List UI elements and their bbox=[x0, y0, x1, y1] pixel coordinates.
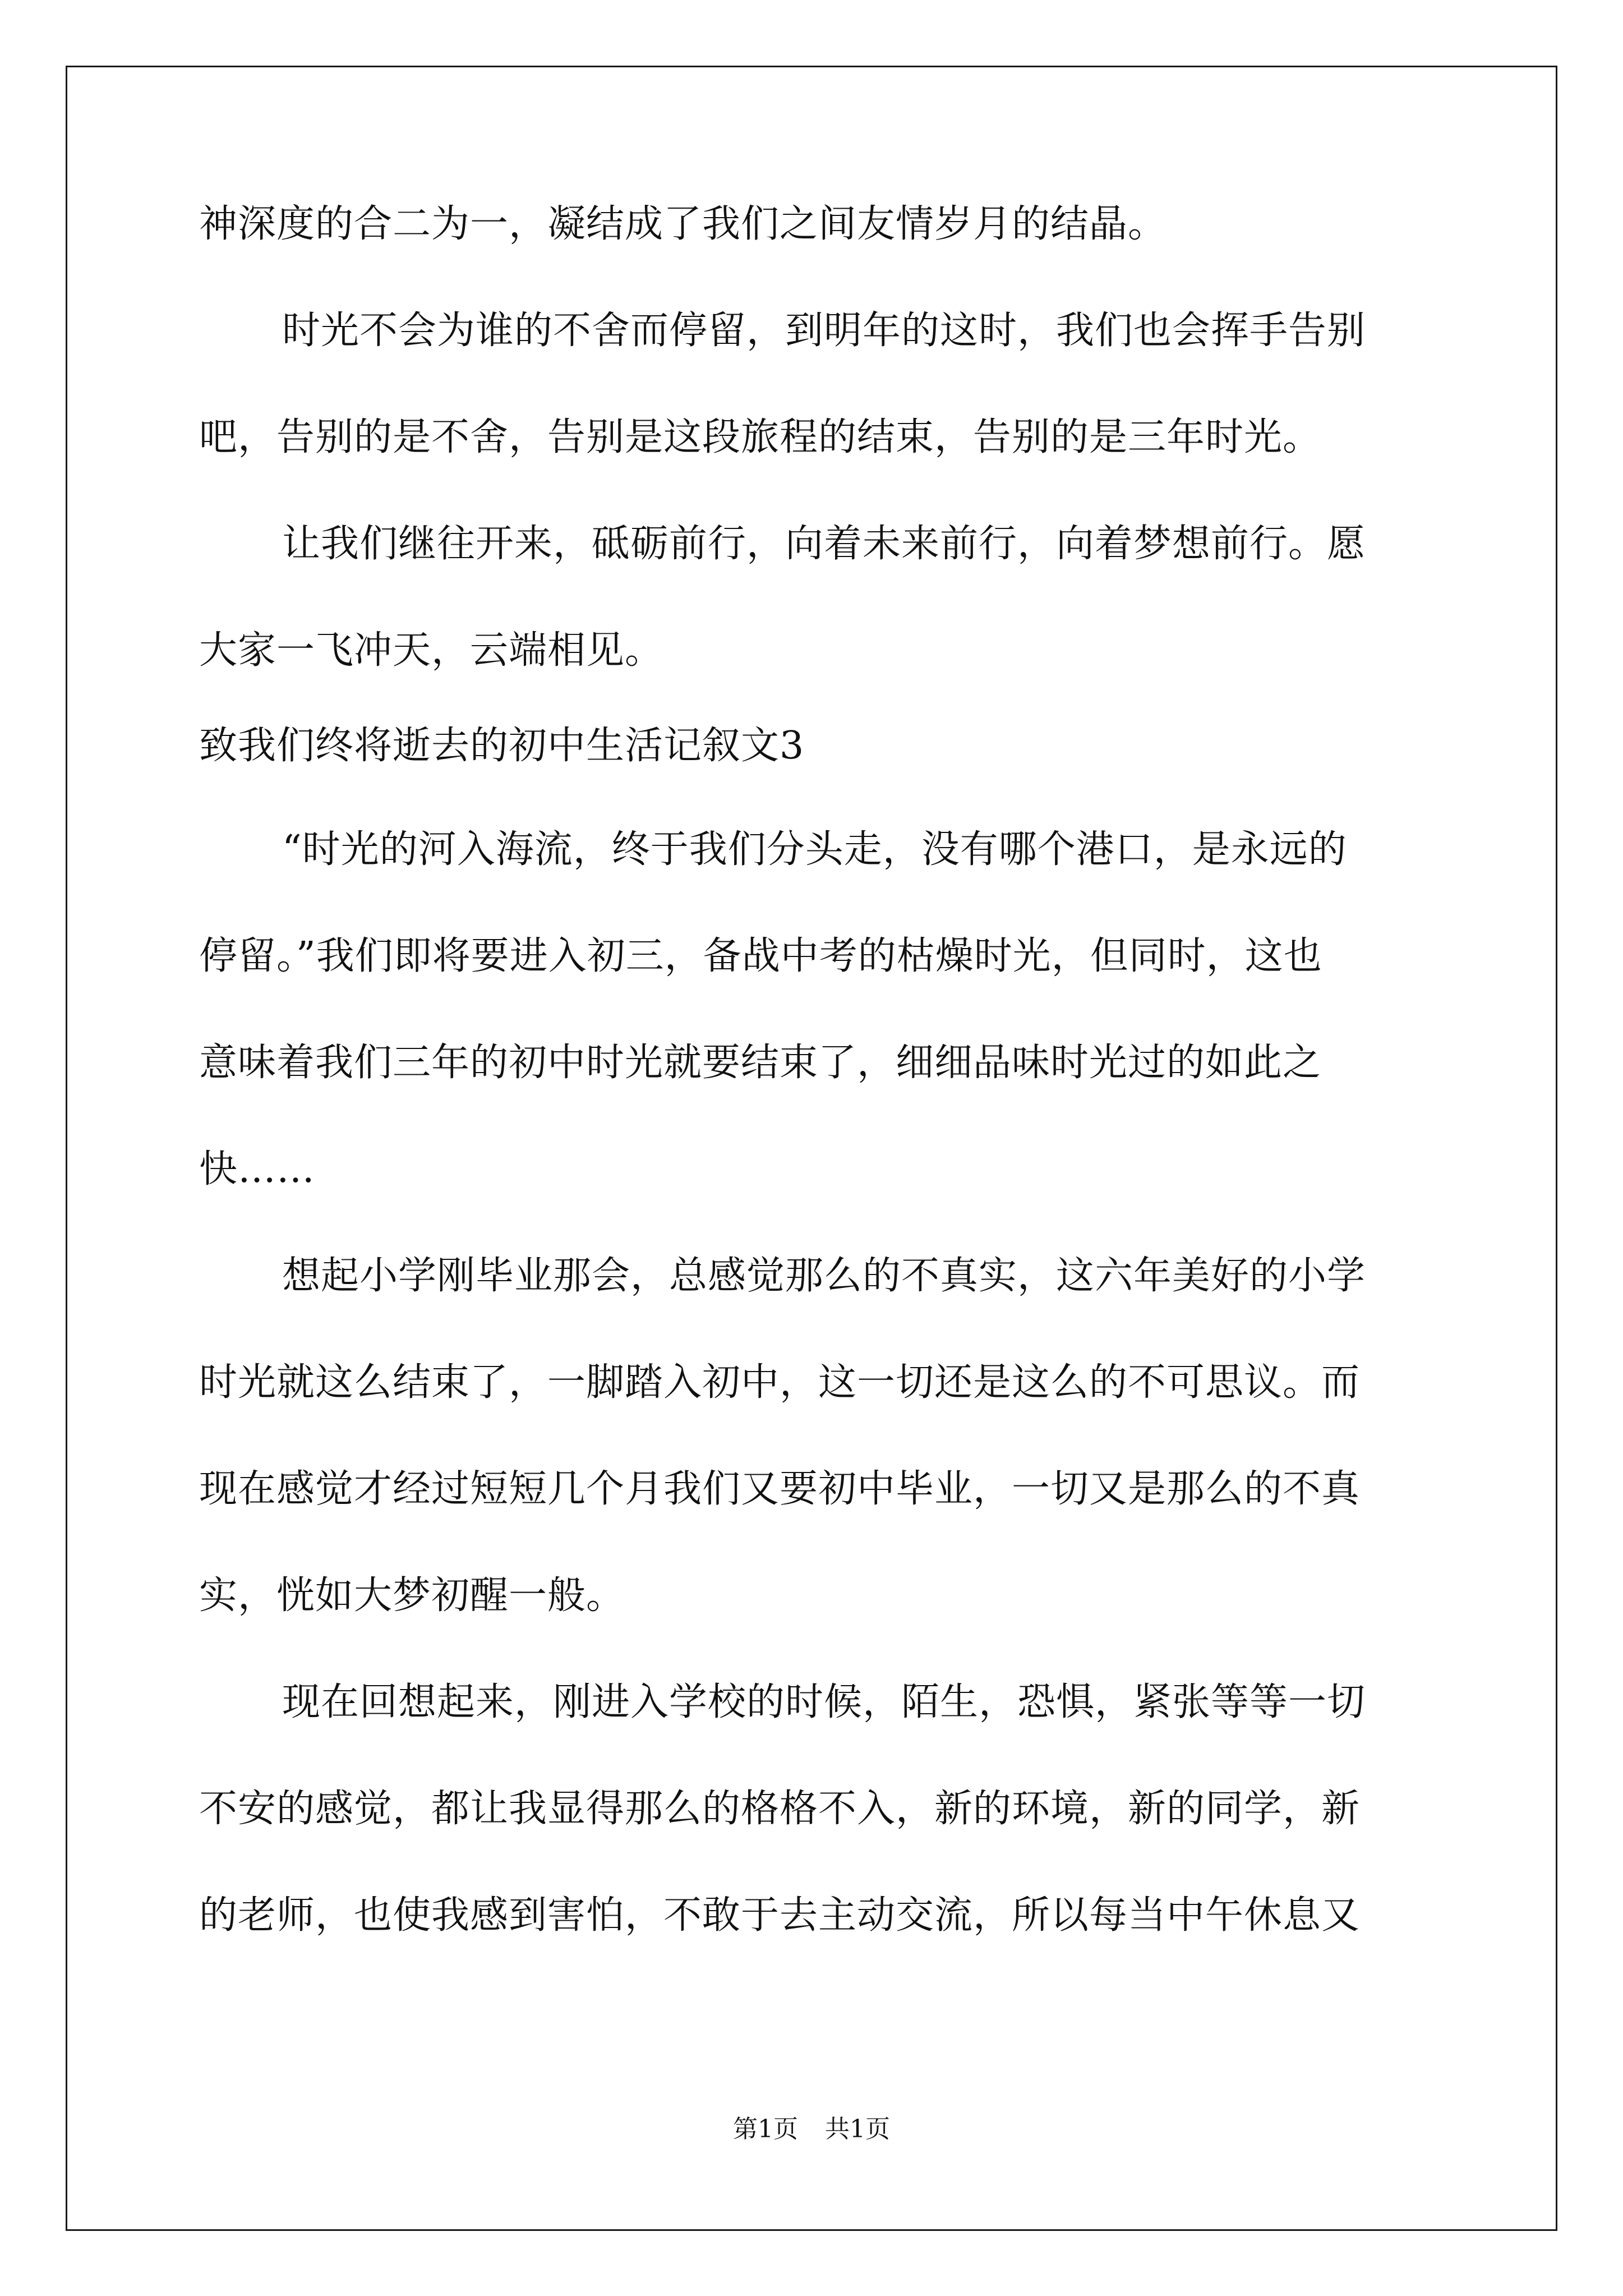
paragraph-first-line: 现在回想起来，刚进入学校的时候，陌生，恐惧，紧张等等一切 bbox=[282, 1680, 1366, 1724]
text-line: 不安的感觉，都让我显得那么的格格不入，新的环境，新的同学，新 bbox=[199, 1787, 1361, 1831]
text-line: 意味着我们三年的初中时光就要结束了，细细品味时光过的如此之 bbox=[199, 1041, 1322, 1085]
paragraph-first-line: 时光不会为谁的不舍而停留，到明年的这时，我们也会挥手告别 bbox=[282, 309, 1366, 353]
paragraph-first-line: 想起小学刚毕业那会，总感觉那么的不真实，这六年美好的小学 bbox=[282, 1254, 1366, 1298]
text-line: 吧，告别的是不舍，告别是这段旅程的结束，告别的是三年时光。 bbox=[199, 415, 1322, 459]
text-line: 现在感觉才经过短短几个月我们又要初中毕业，一切又是那么的不真 bbox=[199, 1467, 1361, 1511]
text-line: 的老师，也使我感到害怕，不敢于去主动交流，所以每当中午休息又 bbox=[199, 1893, 1361, 1938]
paragraph-first-line: 让我们继往开来，砥砺前行，向着未来前行，向着梦想前行。愿 bbox=[282, 522, 1366, 566]
text-line: 快…… bbox=[199, 1147, 316, 1191]
page-footer bbox=[0, 2114, 1623, 2145]
paragraph-first-line: “时光的河入海流，终于我们分头走，没有哪个港口，是永远的 bbox=[282, 827, 1347, 872]
text-line: 大家一飞冲天，云端相见。 bbox=[199, 628, 664, 673]
text-line: 神深度的合二为一，凝结成了我们之间友情岁月的结晶。 bbox=[199, 202, 1167, 246]
text-line: 时光就这么结束了，一脚踏入初中，这一切还是这么的不可思议。而 bbox=[199, 1360, 1361, 1405]
text-line: 停留。”我们即将要进入初三，备战中考的枯燥时光，但同时，这也 bbox=[199, 934, 1322, 978]
page-number-total: 共1页 bbox=[825, 2115, 890, 2143]
section-heading: 致我们终将逝去的初中生活记叙文3 bbox=[199, 724, 805, 768]
page-number-current: 第1页 bbox=[733, 2115, 798, 2143]
text-line: 实，恍如大梦初醒一般。 bbox=[199, 1573, 625, 1618]
